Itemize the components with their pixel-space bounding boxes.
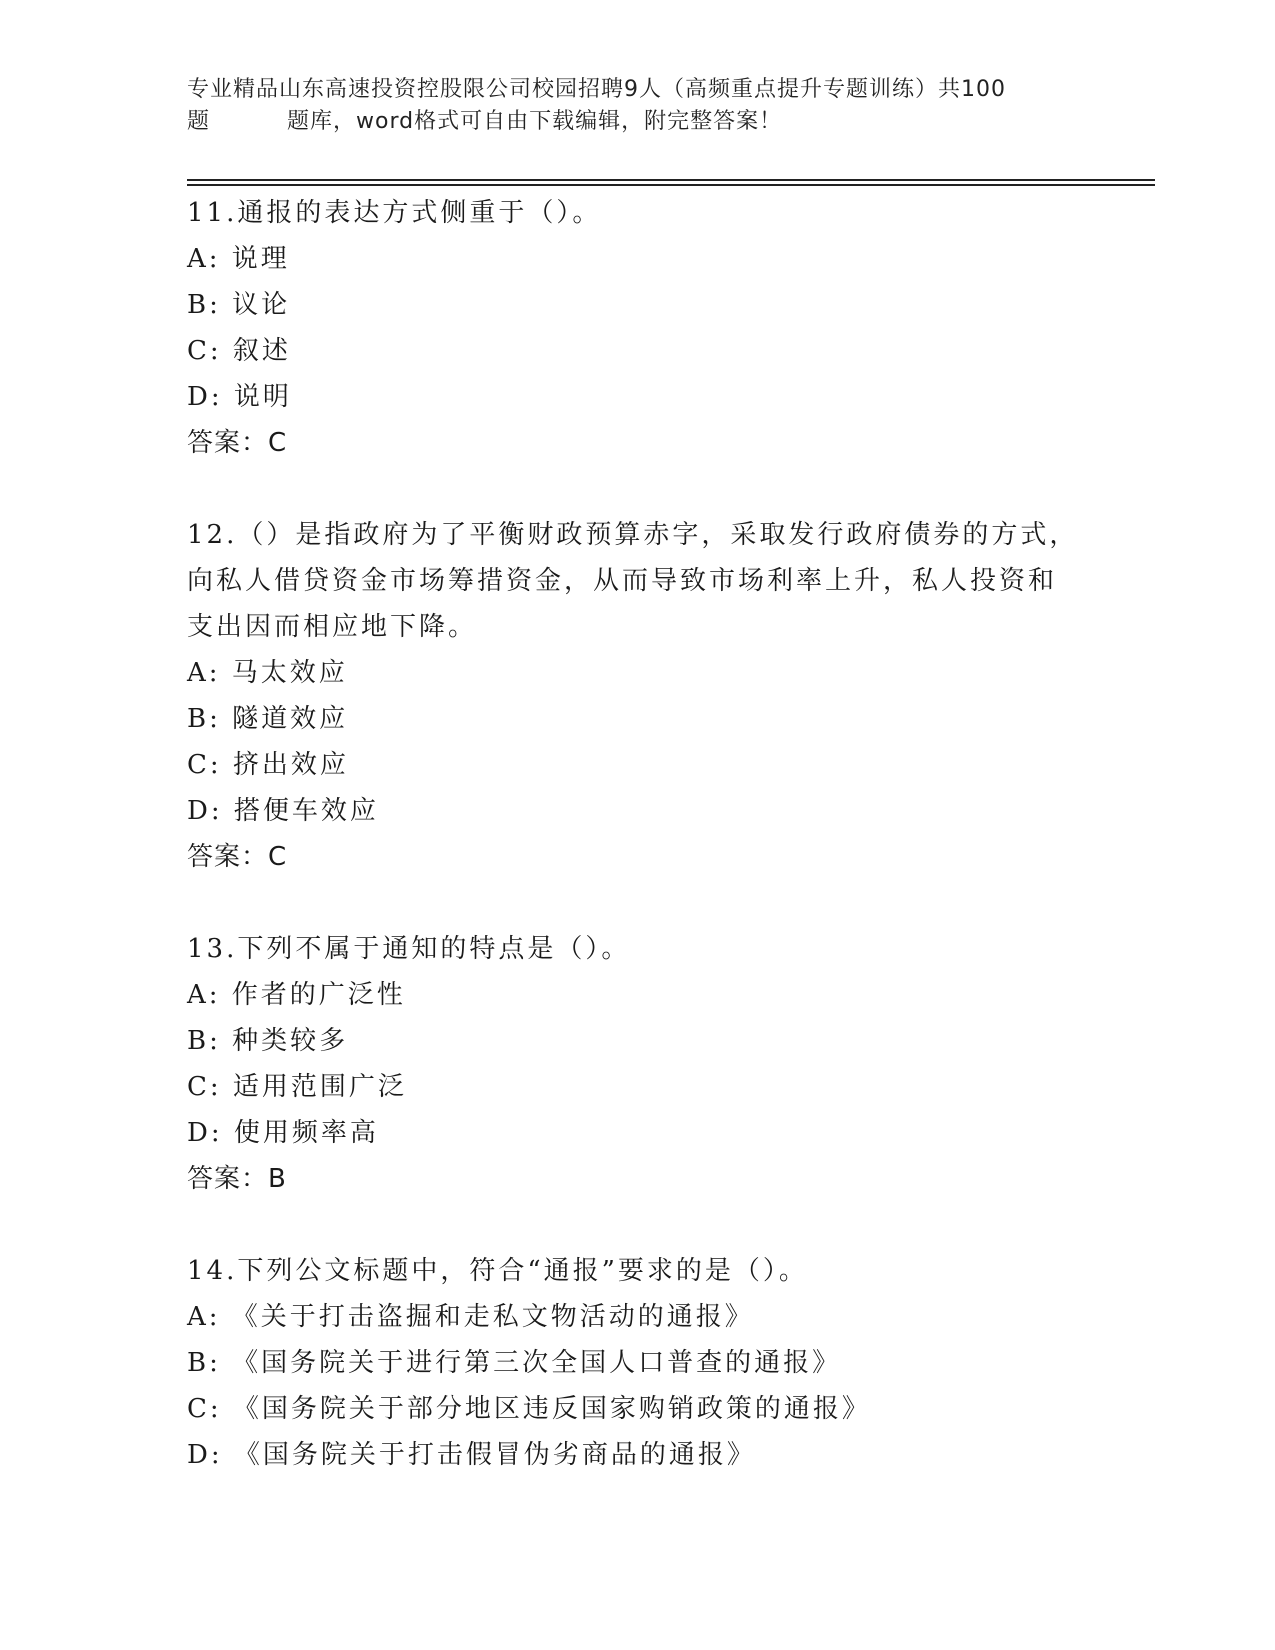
question-stem: 13.下列不属于通知的特点是（）。 [187, 934, 631, 964]
option-d: D: 使用频率高 [187, 1118, 379, 1148]
answer: 答案：C [187, 842, 288, 872]
document-header [187, 74, 1087, 138]
question-12 [187, 512, 1087, 880]
option-c: C: 《国务院关于部分地区违反国家购销政策的通报》 [187, 1394, 871, 1424]
option-b: B: 议论 [187, 290, 291, 320]
option-a: A: 作者的广泛性 [187, 980, 406, 1010]
header-divider-top [187, 179, 1155, 181]
option-b: B: 种类较多 [187, 1026, 349, 1056]
option-c: C: 适用范围广泛 [187, 1072, 407, 1102]
option-d: D: 说明 [187, 382, 292, 412]
option-c: C: 叙述 [187, 336, 291, 366]
question-stem: 14.下列公文标题中，符合“通报”要求的是（）。 [187, 1256, 808, 1286]
option-d: D: 《国务院关于打击假冒伪劣商品的通报》 [187, 1440, 756, 1470]
question-13 [187, 926, 1087, 1202]
header-line-2-left: 题 [187, 109, 211, 134]
header-title-line-2 [187, 106, 1087, 138]
question-stem-continued: 支出因而相应地下降。 [187, 612, 478, 642]
question-stem: 12.（）是指政府为了平衡财政预算赤字，采取发行政府债券的方式， [187, 520, 1079, 550]
option-d: D: 搭便车效应 [187, 796, 379, 826]
question-stem-continued: 向私人借贷资金市场筹措资金，从而导致市场利率上升，私人投资和 [187, 566, 1058, 596]
option-b: B: 《国务院关于进行第三次全国人口普查的通报》 [187, 1348, 842, 1378]
header-title-line-1: 专业精品山东高速投资控股限公司校园招聘9人（高频重点提升专题训练）共100 [187, 77, 1006, 102]
option-a: A: 马太效应 [187, 658, 348, 688]
header-divider-bottom [187, 184, 1155, 186]
question-14 [187, 1248, 1087, 1478]
answer: 答案：C [187, 428, 288, 458]
question-11 [187, 190, 1087, 466]
header-line-2-right: 题库，word格式可自由下载编辑，附完整答案！ [287, 109, 783, 134]
option-b: B: 隧道效应 [187, 704, 349, 734]
option-a: A: 说理 [187, 244, 290, 274]
question-stem: 11.通报的表达方式侧重于（）。 [187, 198, 602, 228]
option-c: C: 挤出效应 [187, 750, 349, 780]
answer: 答案：B [187, 1164, 287, 1194]
option-a: A: 《关于打击盗掘和走私文物活动的通报》 [187, 1302, 754, 1332]
question-list [187, 190, 1087, 1478]
